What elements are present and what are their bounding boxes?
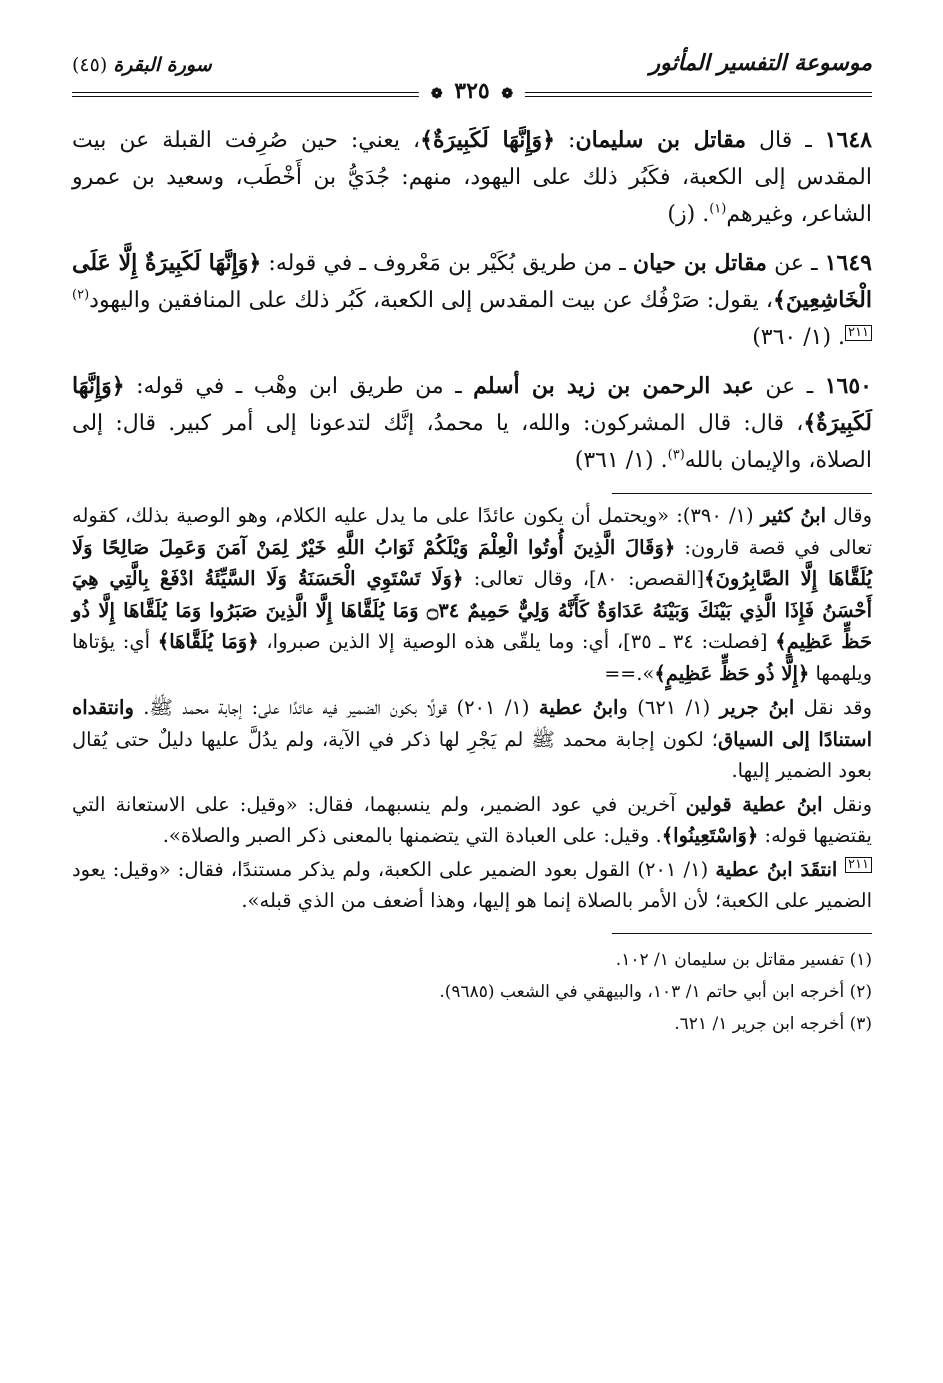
reference-tail: . (١/ ٣٦١) — [574, 448, 668, 473]
quran-verse: ﴿وَاسْتَعِينُوا﴾ — [661, 824, 759, 847]
footnote-separator — [612, 933, 872, 934]
surah-label — [72, 54, 212, 76]
narration-text: ، قال: قال المشركون: والله، يا محمدُ، إنَّك لتدعونا إلى أمر كبير. قال: إلى الصلاة، والإيمان بالله — [72, 411, 872, 473]
commentary-paragraph — [72, 854, 872, 917]
continuation-mark: == — [604, 662, 637, 685]
footnotes — [72, 944, 872, 1040]
narrator-name: عبد الرحمن بن زيد بن أسلم — [473, 373, 754, 399]
text-fragment: أي: يؤتاها ويلهمها — [72, 630, 872, 685]
commentary-paragraph — [72, 692, 872, 787]
narrator-name: مقاتل بن حيان — [632, 250, 767, 276]
scholar-name: ابنُ كثير — [760, 504, 827, 527]
footnote: (٣) أخرجه ابن جرير ١/ ٦٢١. — [674, 1013, 872, 1034]
text-fragment: (١/ ٦٢١) و — [618, 696, 720, 719]
text-fragment: [القصص: ٨٠]، وقال تعالى: — [463, 567, 705, 590]
narration-number: ١٦٤٩ — [824, 250, 872, 276]
quran-verse: ﴿وَإِنَّهَا لَكَبِيرَةٌ﴾ — [420, 127, 556, 153]
book-page — [72, 48, 872, 1040]
footnote: (١) تفسير مقاتل بن سليمان ١/ ١٠٢. — [615, 949, 872, 970]
quran-verse: ﴿وَقَالَ الَّذِينَ أُوتُوا الْعِلْمَ وَيْلَكُمْ ثَوَابُ اللَّهِ خَيْرٌ لِمَنْ آمَنَ وَعَمِلَ صَالِحًا وَلَا يُلَقَّاهَا إِلَّا الصَّابِرُونَ﴾ — [72, 535, 872, 590]
reference-tail: . (١/ ٣٦٠) — [752, 325, 846, 350]
book-title: موسوعة التفسير المأثور — [649, 50, 872, 76]
narration-1649 — [72, 245, 872, 356]
text-fragment: وقال — [826, 504, 872, 527]
scholar-name: انتقَدَ ابنُ عطية — [715, 857, 846, 881]
comment-box-ref[interactable]: ٢١١ — [845, 325, 872, 341]
reference-tail: . (ز) — [667, 202, 710, 227]
text-fragment: ؛ لكون إجابة محمد ﷺ لم يَجْرِ لها ذكر في الآية، ولم يدُلَّ عليها دليلٌ حتى يُقال بعود الضمير إليها. — [72, 727, 872, 782]
footnote-ref[interactable]: (١) — [709, 201, 727, 217]
commentary-separator — [612, 493, 872, 494]
text-fragment: [فصلت: ٣٤ ـ ٣٥]، أي: وما يلقّى هذه الوصية إلا الذين صبروا، — [258, 630, 776, 653]
ayah-number: (٤٥) — [72, 54, 108, 76]
commentary — [72, 500, 872, 917]
commentary-paragraph — [72, 500, 872, 690]
narration-1648 — [72, 122, 872, 233]
text-fragment: ـ عن — [753, 374, 825, 399]
quran-verse: ﴿إِلَّا ذُو حَظٍّ عَظِيمٍ﴾ — [654, 661, 810, 685]
narration-number: ١٦٤٨ — [824, 127, 872, 153]
ornament-icon: ❁ — [430, 86, 443, 102]
page-number: ٣٢٥ — [454, 78, 490, 104]
surah-name: سورة البقرة — [113, 54, 212, 76]
quran-verse: ﴿وَإِنَّهَا لَكَبِيرَةٌ﴾ — [72, 373, 872, 436]
narration-text: ، يعني: حين صُرِفت القبلة عن بيت المقدس إلى الكعبة، فكَبُر ذلك على اليهود، منهم: جُدَيُّ بن أَخْطَب، وسعيد بن عمرو الشاعر، وغيرهم — [72, 128, 872, 227]
scholar-name: ابنُ جرير — [719, 696, 795, 719]
quran-verse: ﴿وَلَا تَسْتَوِي الْحَسَنَةُ وَلَا السَّيِّئَةُ ادْفَعْ بِالَّتِي هِيَ أَحْسَنُ فَإِذَا الَّذِي بَيْنَكَ وَبَيْنَهُ عَدَاوَةٌ كَأَنَّهُ وَلِيٌّ حَمِيمٌ ۝٣٤ وَمَا يُلَقَّاهَا إِلَّا الَّذِينَ صَبَرُوا وَمَا يُلَقَّاهَا إِلَّا ذُو حَظٍّ عَظِيمٍ﴾ — [72, 567, 872, 653]
text-fragment: ـ من طريق ابن وهْب ـ في قوله: — [124, 374, 474, 399]
page-number-block — [419, 78, 525, 104]
comment-box-number: ٢١١ — [845, 857, 872, 873]
narration-1650 — [72, 368, 872, 479]
text-fragment: (١/ ٢٠١) القول بعود الضمير على الكعبة، ولم يذكر مستندًا، فقال: «وقيل: يعود الضمير على الكعبة؛ لأن الأمر بالصلاة إنما هو إليها، وهذا أضعف من الذي قبله». — [72, 857, 872, 912]
text-fragment: ونقل — [822, 792, 872, 816]
footnote: (٢) أخرجه ابن أبي حاتم ١/ ١٠٣، والبيهقي في الشعب (٩٦٨٥). — [439, 981, 872, 1002]
scholar-name: ابنُ عطية — [538, 696, 619, 719]
text-fragment: ـ من طريق بُكَيْر بن مَعْروف ـ في قوله: — [261, 251, 633, 276]
text-fragment: وقد نقل — [794, 696, 873, 719]
text-fragment: . وقيل: على العبادة التي يتضمنها بالمعنى ذكر الصبر والصلاة». — [162, 824, 662, 847]
text-fragment: آخرين في عود الضمير، ولم ينسبهما، فقال: «وقيل: على الاستعانة التي يقتضيها قوله: — [72, 792, 872, 847]
emphasis-text: وانتقداه استنادًا إلى السياق — [72, 696, 872, 751]
commentary-paragraph — [72, 789, 872, 852]
ornament-icon: ❁ — [501, 86, 514, 102]
quran-verse: ﴿وَإِنَّهَا لَكَبِيرَةٌ إِلَّا عَلَى الْخَاشِعِينَ﴾ — [72, 250, 872, 313]
quran-verse: ﴿وَمَا يُلَقَّاهَا﴾ — [157, 630, 259, 653]
footnote-ref[interactable]: (٣) — [667, 447, 685, 463]
footnote-ref[interactable]: (٢) — [72, 287, 90, 303]
text-fragment: ». — [636, 661, 655, 685]
text-fragment: (١/ ٢٠١) قولًا بكون الضمير فيه عائدًا على: إجابة محمد ﷺ. — [133, 696, 539, 719]
scholar-name: ابنُ عطية قولين — [685, 792, 823, 816]
narrations — [72, 122, 872, 479]
text-fragment: (١/ ٣٩٠): «ويحتمل أن يكون عائدًا على ما يدل عليه الكلام، وهو الوصية بذلك، كقوله تعالى في قصة قارون: — [72, 504, 873, 559]
narration-text: ، يقول: صَرْفُك عن بيت المقدس إلى الكعبة، كَبُر ذلك على المنافقين واليهود — [89, 288, 773, 313]
page-header — [72, 48, 872, 104]
text-fragment: : — [555, 128, 576, 153]
text-fragment: ـ عن — [766, 251, 825, 276]
narrator-name: مقاتل بن سليمان — [575, 127, 747, 153]
narration-number: ١٦٥٠ — [824, 373, 872, 399]
text-fragment: ـ قال — [746, 128, 825, 153]
